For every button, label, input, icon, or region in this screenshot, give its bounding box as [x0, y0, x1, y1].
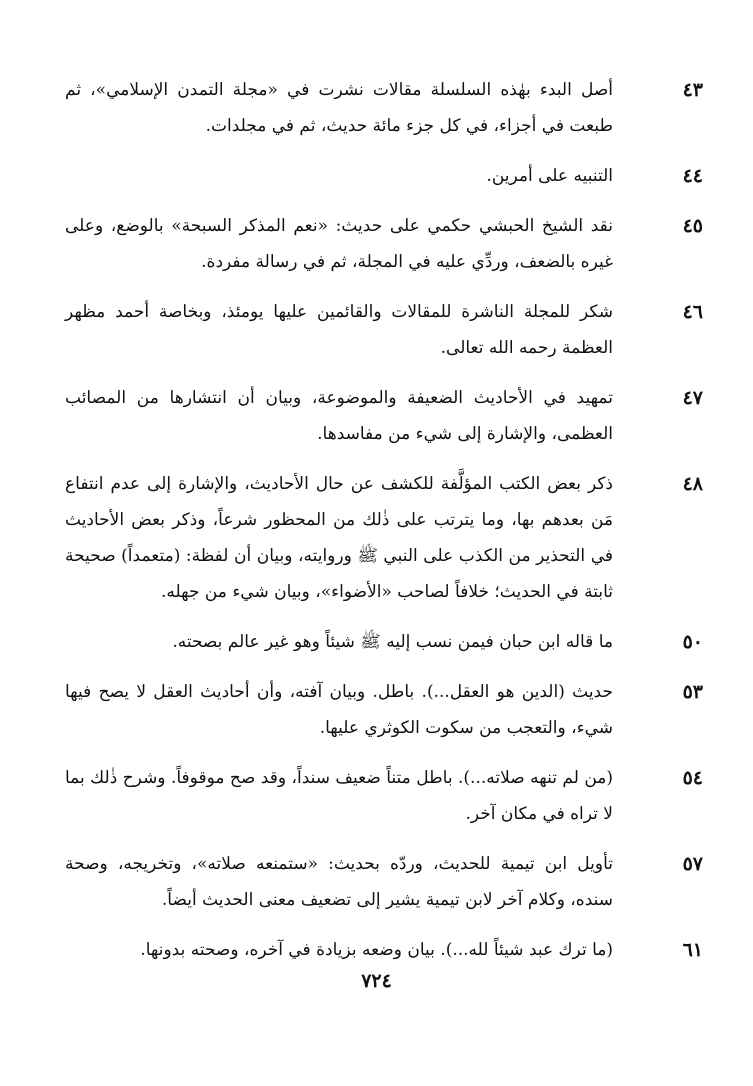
entry-text: أصل البدء بهٰذه السلسلة مقالات نشرت في «مجلة التمدن الإسلامي»، ثم طبعت في أجزاء، في كل جزء مائة حديث، ثم في مجلدات. — [65, 80, 613, 136]
entry-page-number: ٤٣ — [682, 79, 703, 101]
entry-page-number: ٤٥ — [682, 215, 703, 237]
entry-page-number: ٦١ — [682, 939, 703, 961]
index-entry — [0, 466, 753, 610]
index-entry — [0, 624, 753, 660]
entry-page-number: ٥٠ — [682, 631, 703, 653]
entry-text: نقد الشيخ الحبشي حكمي على حديث: «نعم المذكر السبحة» بالوضع، وعلى غيره بالضعف، وردِّي عليه في المجلة، ثم في رسالة مفردة. — [65, 216, 613, 272]
index-entry — [0, 674, 753, 746]
index-entry — [0, 72, 753, 144]
index-entry — [0, 932, 753, 968]
entry-text: (من لم تنهه صلاته...). باطل متناً ضعيف سنداً، وقد صح موقوفاً. وشرح ذٰلك بما لا تراه في مكان آخر. — [65, 768, 613, 824]
entry-page-number: ٤٧ — [682, 387, 703, 409]
index-entry — [0, 294, 753, 366]
entry-text: شكر للمجلة الناشرة للمقالات والقائمين عليها يومئذ، وبخاصة أحمد مظهر العظمة رحمه الله تعالى. — [65, 302, 613, 358]
index-entries — [0, 72, 753, 982]
entry-page-number: ٥٤ — [682, 767, 703, 789]
entry-text: ما قاله ابن حبان فيمن نسب إليه ﷺ شيئاً وهو غير عالم بصحته. — [172, 632, 613, 652]
entry-text: تمهيد في الأحاديث الضعيفة والموضوعة، وبيان أن انتشارها من المصائب العظمى، والإشارة إلى شيء من مفاسدها. — [65, 388, 613, 444]
index-entry — [0, 158, 753, 194]
entry-text: حديث (الدين هو العقل...). باطل. وبيان آفته، وأن أحاديث العقل لا يصح فيها شيء، والتعجب من سكوت الكوثري عليها. — [65, 682, 613, 738]
index-entry — [0, 208, 753, 280]
entry-page-number: ٤٨ — [682, 473, 703, 495]
entry-page-number: ٥٧ — [682, 853, 703, 875]
index-entry — [0, 846, 753, 918]
entry-page-number: ٥٣ — [682, 681, 703, 703]
entry-page-number: ٤٦ — [682, 301, 703, 323]
index-entry — [0, 380, 753, 452]
entry-text: (ما ترك عبد شيئاً لله...). بيان وضعه بزيادة في آخره، وصحته بدونها. — [140, 940, 613, 960]
entry-text: ذكر بعض الكتب المؤلَّفة للكشف عن حال الأحاديث، والإشارة إلى عدم انتفاع مَن بعدهم بها، وما يترتب على ذٰلك من المحظور شرعاً، وذكر بعض الأحاديث في التحذير من الكذب على النبي ﷺ وروايته، وبيان أن لفظة: (متعمداً) صحيحة ثابتة في الحديث؛ خلافاً لصاحب «الأضواء»، وبيان شيء من جهله. — [65, 474, 613, 602]
page-footer-number: ٧٢٤ — [361, 970, 392, 992]
entry-text: تأويل ابن تيمية للحديث، وردّه بحديث: «ستمنعه صلاته»، وتخريجه، وصحة سنده، وكلام آخر لابن تيمية يشير إلى تضعيف معنى الحديث أيضاً. — [65, 854, 613, 910]
index-entry — [0, 760, 753, 832]
entry-text: التنبيه على أمرين. — [486, 166, 613, 186]
entry-page-number: ٤٤ — [682, 165, 703, 187]
